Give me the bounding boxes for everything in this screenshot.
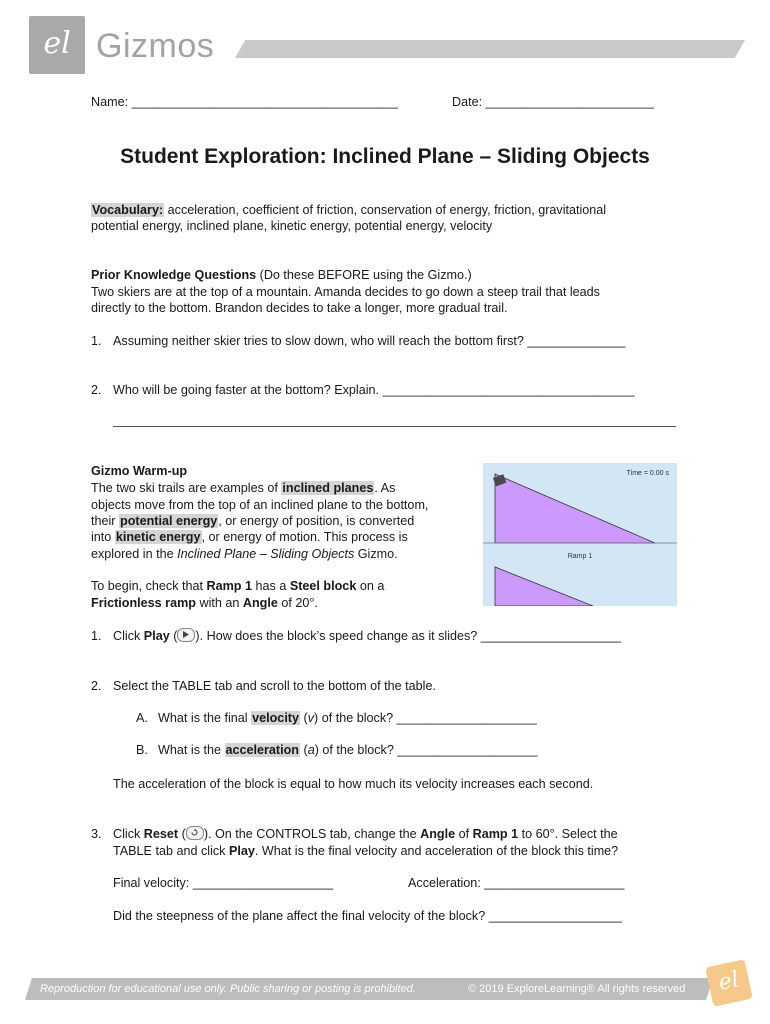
warmup-q1-number: 1. [91,629,102,643]
acceleration-note: The acceleration of the block is equal to how much its velocity increases each second. [113,777,594,791]
final-velocity-field[interactable]: Final velocity: ____________________ [113,876,333,890]
brand-name: Gizmos [96,27,215,65]
warmup-q3-line-1 [113,826,683,843]
warmup-text: on a [356,579,385,593]
warmup-text: into [91,530,115,544]
prior-q1-number: 1. [91,334,102,348]
q1-text: ( [169,629,178,643]
warmup-qa-number: A. [136,711,148,725]
warmup-qa[interactable] [158,710,537,727]
ramp-label: Ramp 1 [472,827,519,841]
warmup-line-2: objects move from the top of an inclined plane to the bottom, [91,498,429,512]
logo-glyph: el [43,26,71,61]
qa-text: What is the final [158,711,252,725]
term-inclined-planes: inclined planes [282,481,374,495]
warmup-text: Gizmo. [354,547,398,561]
page-title: Student Exploration: Inclined Plane – Sliding Objects [120,145,650,168]
warmup-line-3 [91,513,414,530]
warmup-text: , or energy of motion. This process is [201,530,408,544]
term-velocity: velocity [252,711,300,725]
play-label: Play [143,629,170,643]
warmup-begin-line-1 [91,578,384,595]
qa-text: ( [300,711,308,725]
warmup-q2: Select the TABLE tab and scroll to the bottom of the table. [113,679,436,693]
vocabulary-terms-1: acceleration, coefficient of friction, conservation of energy, friction, gravitational [164,203,607,217]
angle-label: Angle [242,596,278,610]
warmup-text: The two ski trails are examples of [91,481,282,495]
term-acceleration: acceleration [225,743,300,757]
play-label: Play [228,844,255,858]
acceleration-field[interactable]: Acceleration: ____________________ [408,876,625,890]
name-field[interactable]: Name: ______________________________________ [91,95,398,109]
prior-heading-note: (Do these BEFORE using the Gizmo.) [256,268,472,282]
prior-heading-bold: Prior Knowledge Questions [91,268,257,282]
warmup-heading [91,463,187,480]
date-field[interactable]: Date: ________________________ [452,95,654,109]
term-kinetic-energy: kinetic energy [115,530,201,544]
angle-label: Angle [420,827,456,841]
warmup-heading-text: Gizmo Warm-up [91,464,188,478]
warmup-q1[interactable] [113,628,621,645]
answer-line[interactable] [113,426,676,427]
prior-q2-number: 2. [91,383,102,397]
warmup-text: their [91,514,119,528]
prior-line-1: Two skiers are at the top of a mountain. Amanda decides to go down a steep trail that leads [91,285,600,299]
prior-q2[interactable]: Who will be going faster at the bottom? Explain. ____________________________________ [113,383,635,397]
qa-text: ) of the block? ____________________ [314,711,537,725]
play-icon [177,628,195,642]
q3-text: . What is the final velocity and acceleration of the block this time? [254,844,619,858]
qb-text: ) of the block? ____________________ [314,743,538,757]
warmup-q3-number: 3. [91,827,102,841]
ramp-label-figure: Ramp 1 [567,553,593,560]
warmup-text: . As [374,481,396,495]
prior-knowledge-heading [91,267,472,284]
warmup-text: has a [252,579,290,593]
q3-text: TABLE tab and click [113,844,229,858]
q3-text: to 60°. Select the [518,827,618,841]
warmup-text: of 20°. [277,596,318,610]
q3-text: ). On the CONTROLS tab, change the [203,827,421,841]
explorelearning-logo [705,959,752,1006]
warmup-text: To begin, check that [91,579,207,593]
footer-notice: Reproduction for educational use only. Public sharing or posting is prohibited. [40,983,416,995]
q3-text: of [455,827,473,841]
reset-label: Reset [143,827,179,841]
ramp-label: Ramp 1 [206,579,253,593]
frictionless-ramp-label: Frictionless ramp [91,596,196,610]
ramp-simulation-figure [483,463,677,606]
footer-copyright: © 2019 ExploreLearning® All rights reserved [468,983,686,995]
prior-q1[interactable]: Assuming neither skier tries to slow down, who will reach the bottom first? ______________ [113,334,626,348]
gizmos-logo [29,16,85,74]
prior-line-2: directly to the bottom. Brandon decides to take a longer, more gradual trail. [91,301,508,315]
q1-text: Click [113,629,144,643]
warmup-line-4 [91,529,408,546]
warmup-qb-number: B. [136,743,148,757]
warmup-line-1 [91,480,395,497]
warmup-text: , or energy of position, is converted [218,514,415,528]
q1-text: ). How does the block’s speed change as it slides? ____________________ [195,629,621,643]
q3-text: Click [113,827,144,841]
warmup-text: with an [195,596,243,610]
ramp-1-triangle [495,474,655,543]
qb-text: ( [300,743,308,757]
warmup-line-5 [91,546,398,563]
reset-icon [186,826,204,840]
warmup-q3-line-2 [113,843,618,860]
footer-logo-glyph: el [716,967,742,996]
velocity-symbol: v [307,711,315,725]
acceleration-symbol: a [307,743,315,757]
warmup-begin-line-2 [91,595,318,612]
warmup-text: explored in the [91,547,178,561]
vocabulary-line-2: potential energy, inclined plane, kinetic energy, potential energy, velocity [91,219,493,233]
warmup-q2-number: 2. [91,679,102,693]
gizmo-name: Inclined Plane – Sliding Objects [177,547,355,561]
steel-block-label: Steel block [289,579,357,593]
header-bar [235,40,745,58]
q3-text: ( [178,827,186,841]
time-readout: Time = 0.00 s [626,470,669,477]
steepness-question[interactable]: Did the steepness of the plane affect the final velocity of the block? ___________________ [113,909,622,923]
qb-text: What is the [158,743,225,757]
vocabulary-label: Vocabulary: [92,203,164,217]
vocabulary-line-1 [91,202,691,219]
term-potential-energy: potential energy [120,514,218,528]
ramp-diagram [483,463,677,606]
warmup-qb[interactable] [158,742,537,759]
